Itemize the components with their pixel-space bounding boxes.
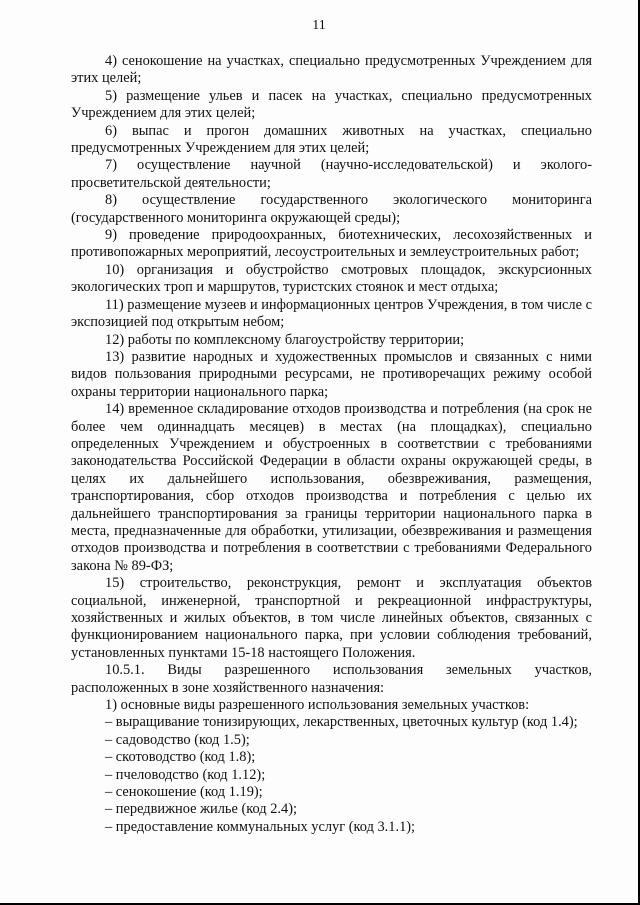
page-number: 11 [312, 18, 326, 33]
list-item: – выращивание тонизирующих, лекарственных, цветочных культур (код 1.4); [105, 714, 578, 731]
paragraph-7: 7) осуществление научной (научно-исследовательской) и эколого-просветительской деятельности; [71, 157, 592, 191]
subsection-1-heading: 1) основные виды разрешенного использования земельных участков: [105, 697, 530, 714]
paragraph-12: 12) работы по комплексному благоустройству территории; [105, 331, 465, 348]
list-item: – предоставление коммунальных услуг (код 3.1.1); [105, 818, 416, 835]
paragraph-8: 8) осуществление государственного экологического мониторинга (государственного мониторинга окружающей среды); [71, 192, 592, 226]
paragraph-9: 9) проведение природоохранных, биотехнических, лесохозяйственных и противопожарных мероприятий, лесоустроительных и землеустроительных работ; [71, 227, 592, 261]
paragraph-11: 11) размещение музеев и информационных центров Учреждения, в том числе с экспозицией под открытым небом; [71, 296, 592, 331]
section-10-5-1-heading: 10.5.1. Виды разрешенного использования земельных участков, расположенных в зоне хозяйственного назначения: [71, 662, 592, 696]
list-item: – садоводство (код 1.5); [105, 731, 250, 748]
list-item: – передвижное жилье (код 2.4); [105, 801, 297, 818]
paragraph-14: 14) временное складирование отходов производства и потребления (на срок не более чем одиннадцать месяцев) в местах (на площадках), специально определенных Учреждением и обустроенных в соответствии с требованиями законодательства Российской Федерации в области охраны окружающей среды, в целях их дальнейшего использования, обезвреживания, размещения, транспортирования, сбор отходов производства и потребления с целью их дальнейшего транспортирования за границы территории национального парка в места, предназначенные для обработки, утилизации, обезвреживания и размещения отходов производства и потребления в соответствии с требованиями Федерального закона № 89-ФЗ; [71, 401, 592, 574]
paragraph-5: 5) размещение ульев и пасек на участках, специально предусмотренных Учреждением для этих целей; [71, 87, 592, 122]
list-item: – скотоводство (код 1.8); [105, 749, 256, 766]
paragraph-15: 15) строительство, реконструкция, ремонт и эксплуатация объектов социальной, инженерной, транспортной и рекреационной инфраструктуры, хозяйственных и жилых объектов, в том числе линейных объектов, связанных с функционированием национального парка, при условии соблюдения требований, установленных пунктами 15-18 настоящего Положения. [71, 575, 592, 661]
list-item: – пчеловодство (код 1.12); [105, 766, 266, 783]
paragraph-10: 10) организация и обустройство смотровых площадок, экскурсионных экологических троп и маршрутов, туристских стоянок и мест отдыха; [71, 261, 592, 296]
list-item: – сенокошение (код 1.19); [105, 784, 263, 801]
document-body [71, 53, 592, 836]
paragraph-13: 13) развитие народных и художественных промыслов и связанных с ними видов пользования природными ресурсами, не противоречащих режиму особой охраны территории национального парка; [71, 348, 592, 400]
paragraph-4: 4) сенокошение на участках, специально предусмотренных Учреждением для этих целей; [71, 53, 592, 87]
paragraph-6: 6) выпас и прогон домашних животных на участках, специально предусмотренных Учреждением для этих целей; [71, 122, 592, 157]
